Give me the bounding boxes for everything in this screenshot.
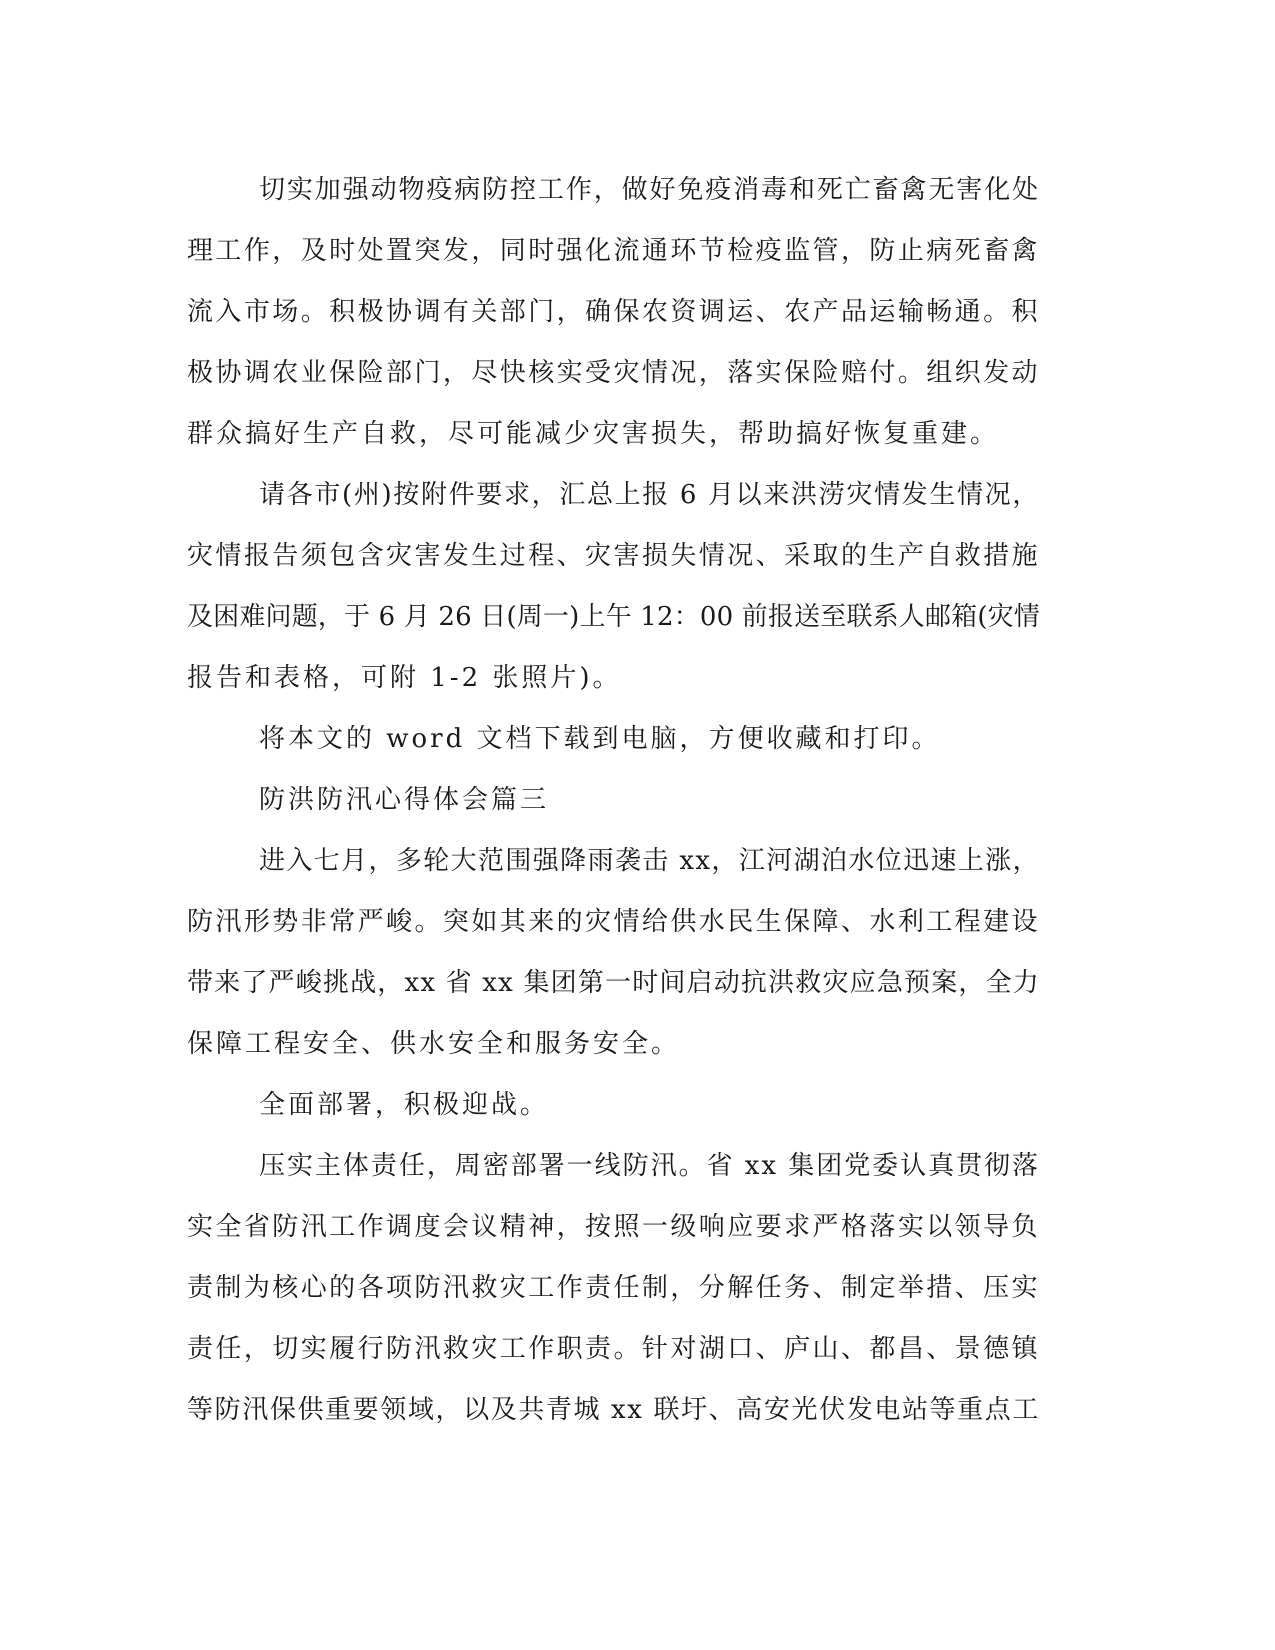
text-line: 请各市(州)按附件要求，汇总上报 6 月以来洪涝灾情发生情况，: [259, 480, 1040, 510]
text-line: 保障工程安全、供水安全和服务安全。: [187, 1029, 681, 1059]
text-line: 切实加强动物疫病防控工作，做好免疫消毒和死亡畜禽无害化处: [259, 175, 1040, 205]
text-line: 防洪防汛心得体会篇三: [259, 785, 550, 815]
text-line: 压实主体责任，周密部署一线防汛。省 xx 集团党委认真贯彻落: [259, 1151, 1040, 1181]
text-line: 实全省防汛工作调度会议精神，按照一级响应要求严格落实以领导负: [187, 1212, 1040, 1242]
text-line: 流入市场。积极协调有关部门，确保农资调运、农产品运输畅通。积: [187, 297, 1040, 327]
document-body: [187, 160, 1087, 1441]
text-line: 责制为核心的各项防汛救灾工作责任制，分解任务、制定举措、压实: [187, 1273, 1040, 1303]
text-line: 等防汛保供重要领域，以及共青城 xx 联圩、高安光伏发电站等重点工: [187, 1395, 1040, 1425]
text-line: 防汛形势非常严峻。突如其来的灾情给供水民生保障、水利工程建设: [187, 907, 1040, 937]
text-line: 报告和表格，可附 1-2 张照片)。: [187, 663, 622, 693]
text-line: 进入七月，多轮大范围强降雨袭击 xx，江河湖泊水位迅速上涨，: [259, 846, 1040, 876]
text-line: 全面部署，积极迎战。: [259, 1090, 550, 1120]
text-line: 责任，切实履行防汛救灾工作职责。针对湖口、庐山、都昌、景德镇: [187, 1334, 1040, 1364]
text-line: 及困难问题，于 6 月 26 日(周一)上午 12：00 前报送至联系人邮箱(灾情: [187, 602, 1040, 632]
text-line: 带来了严峻挑战，xx 省 xx 集团第一时间启动抗洪救灾应急预案，全力: [187, 968, 1040, 998]
text-line: 将本文的 word 文档下载到电脑，方便收藏和打印。: [259, 724, 941, 754]
text-line: 理工作，及时处置突发，同时强化流通环节检疫监管，防止病死畜禽: [187, 236, 1040, 266]
text-line: 极协调农业保险部门，尽快核实受灾情况，落实保险赔付。组织发动: [187, 358, 1040, 388]
text-line: 灾情报告须包含灾害发生过程、灾害损失情况、采取的生产自救措施: [187, 541, 1040, 571]
text-line: 群众搞好生产自救，尽可能减少灾害损失，帮助搞好恢复重建。: [187, 419, 1000, 449]
